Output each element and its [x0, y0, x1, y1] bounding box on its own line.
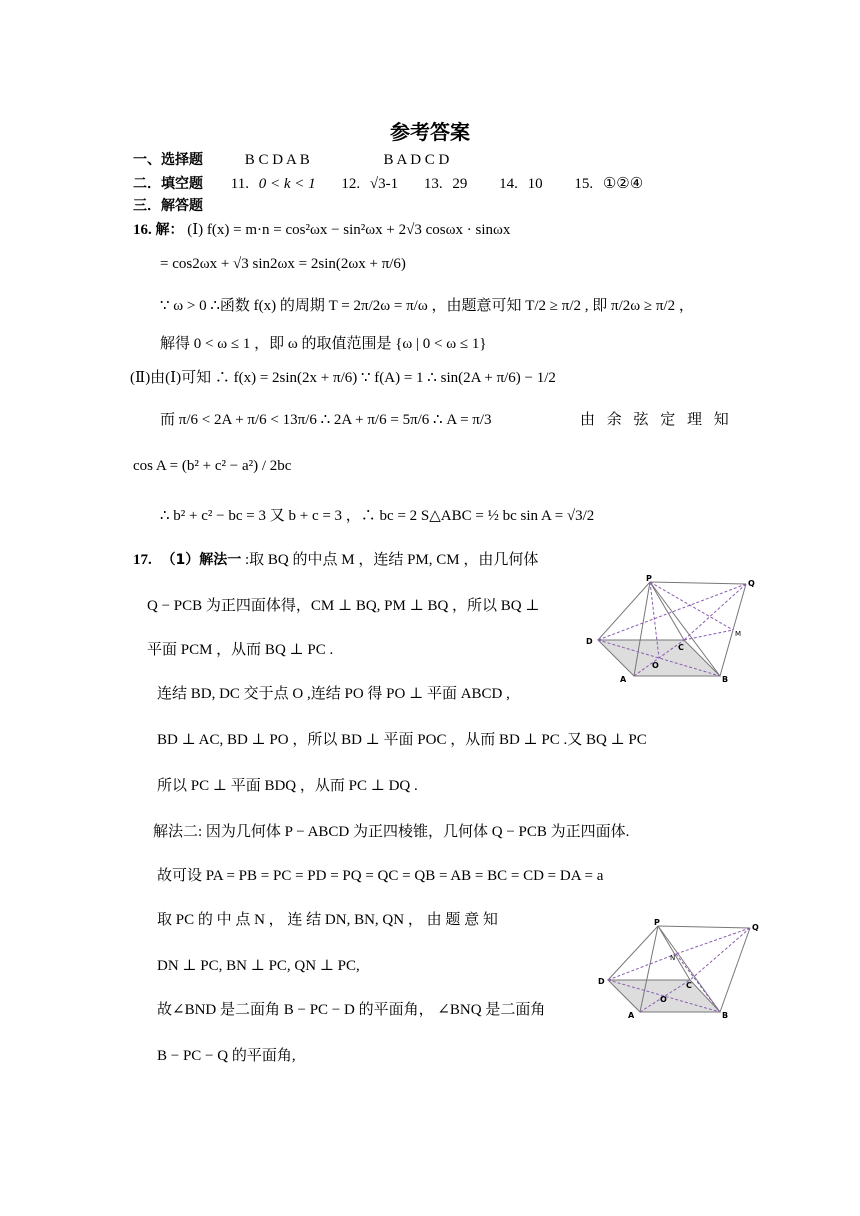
fill-answer-13: 29 — [452, 176, 468, 192]
fig1-label-o: O — [652, 661, 659, 670]
page-title: 参考答案 — [390, 120, 470, 144]
q16-line-6b: 由 余 弦 定 理 知 — [580, 412, 733, 428]
fig2-label-c: C — [686, 981, 692, 990]
fig1-label-c: C — [678, 643, 684, 652]
q17-line-7: 解法二: 因为几何体 P − ABCD 为正四棱锥，几何体 Q − PCB 为正四面体. — [153, 824, 630, 840]
fill-answer-12: √3-1 — [369, 176, 399, 192]
q16-part1: (Ⅰ) f(x) = m·n = cos²ωx − sin²ωx + 2√3 cosωx · sinωx — [187, 222, 511, 238]
q16-number: 16. — [133, 222, 152, 238]
fill-num-14: 14. — [499, 176, 518, 192]
q16-lead: 解： — [155, 222, 184, 238]
fig2-label-n: N — [670, 954, 676, 962]
fig1-label-q: Q — [748, 579, 755, 588]
solve-label: 三．解答题 — [133, 198, 203, 214]
fill-num-11: 11. — [230, 176, 249, 192]
choice-answers-2: B A D C D — [383, 152, 450, 168]
q17-number: 17. — [133, 552, 152, 568]
q16-line-7: cos A = (b² + c² − a²) / 2bc — [133, 458, 292, 474]
q17-l1: :取 BQ 的中点 M ，连结 PM, CM ，由几何体 — [245, 552, 539, 568]
fill-label: 二．填空题 — [133, 176, 203, 192]
fill-answer-11: 0 < k < 1 — [258, 176, 316, 192]
q17-line-1 — [133, 550, 538, 570]
q17-line-10: DN ⊥ PC, BN ⊥ PC, QN ⊥ PC, — [157, 958, 360, 974]
fig2-label-d: D — [598, 977, 605, 986]
q17-head: （1）解法一 — [161, 552, 242, 568]
fig2-label-q: Q — [752, 923, 759, 932]
fill-num-15: 15. — [574, 176, 594, 192]
fig1-label-b: B — [722, 675, 729, 684]
q17-line-8: 故可设 PA = PB = PC = PD = PQ = QC = QB = AB = BC = CD = DA = a — [157, 868, 604, 884]
q17-line-11: 故∠BND 是二面角 B − PC − D 的平面角， ∠BNQ 是二面角 — [157, 1002, 546, 1018]
fig1-label-p: P — [646, 574, 652, 583]
fig2-label-a: A — [628, 1011, 635, 1020]
solve-row — [133, 196, 203, 216]
fill-num-12: 12. — [341, 176, 361, 192]
q17-line-5: BD ⊥ AC, BD ⊥ PO ，所以 BD ⊥ 平面 POC ，从而 BD ⊥ PC .又 BQ ⊥ PC — [157, 732, 647, 748]
q16-line-8: ∴ b² + c² − bc = 3 又 b + c = 3 ，∴ bc = 2 S△ABC = ½ bc sin A = √3/2 — [160, 508, 595, 524]
choice-label: 一、选择题 — [133, 152, 203, 168]
q16-line-5: (Ⅱ)由(Ⅰ)可知 ∴ f(x) = 2sin(2x + π/6) ∵ f(A) = 1 ∴ sin(2A + π/6) − 1/2 — [130, 370, 556, 386]
q16-line-3: ∵ ω > 0 ∴函数 f(x) 的周期 T = 2π/2ω = π/ω ，由题意可知 T/2 ≥ π/2 , 即 π/2ω ≥ π/2 ， — [160, 298, 694, 314]
q16-line-4: 解得 0 < ω ≤ 1 ，即 ω 的取值范围是 {ω | 0 < ω ≤ 1} — [160, 336, 487, 352]
fig2-label-b: B — [722, 1011, 729, 1020]
fig1-label-a: A — [620, 675, 627, 684]
fill-answer-15: ①②④ — [602, 176, 644, 192]
fill-answer-14: 10 — [527, 176, 543, 192]
fig1-label-m: M — [735, 630, 742, 638]
fig2-label-o: O — [660, 995, 667, 1004]
q16-line-2: = cos2ωx + √3 sin2ωx = 2sin(2ωx + π/6) — [160, 256, 406, 272]
fill-row — [133, 174, 643, 194]
fig2-label-p: P — [654, 918, 660, 927]
fig1-label-d: D — [586, 637, 593, 646]
pyramid-figure-1 — [580, 572, 760, 684]
pyramid-figure-2 — [596, 916, 766, 1020]
q17-line-9: 取 PC 的 中 点 N ， 连 结 DN, BN, QN ， 由 题 意 知 — [157, 912, 498, 928]
choice-row — [133, 150, 449, 170]
q17-line-3: 平面 PCM ，从而 BQ ⊥ PC . — [147, 642, 334, 658]
q17-line-12: B − PC − Q 的平面角, — [157, 1048, 296, 1064]
q17-line-6: 所以 PC ⊥ 平面 BDQ ，从而 PC ⊥ DQ . — [157, 778, 418, 794]
q16-line-1 — [133, 220, 510, 240]
q17-line-4: 连结 BD, DC 交于点 O ,连结 PO 得 PO ⊥ 平面 ABCD , — [157, 686, 510, 702]
q16-line-6: 而 π/6 < 2A + π/6 < 13π/6 ∴ 2A + π/6 = 5π/6 ∴ A = π/3 — [160, 412, 492, 428]
fill-num-13: 13. — [423, 176, 443, 192]
q17-line-2: Q − PCB 为正四面体得，CM ⊥ BQ, PM ⊥ BQ ，所以 BQ ⊥ — [147, 598, 540, 614]
choice-answers-1: B C D A B — [244, 152, 310, 168]
